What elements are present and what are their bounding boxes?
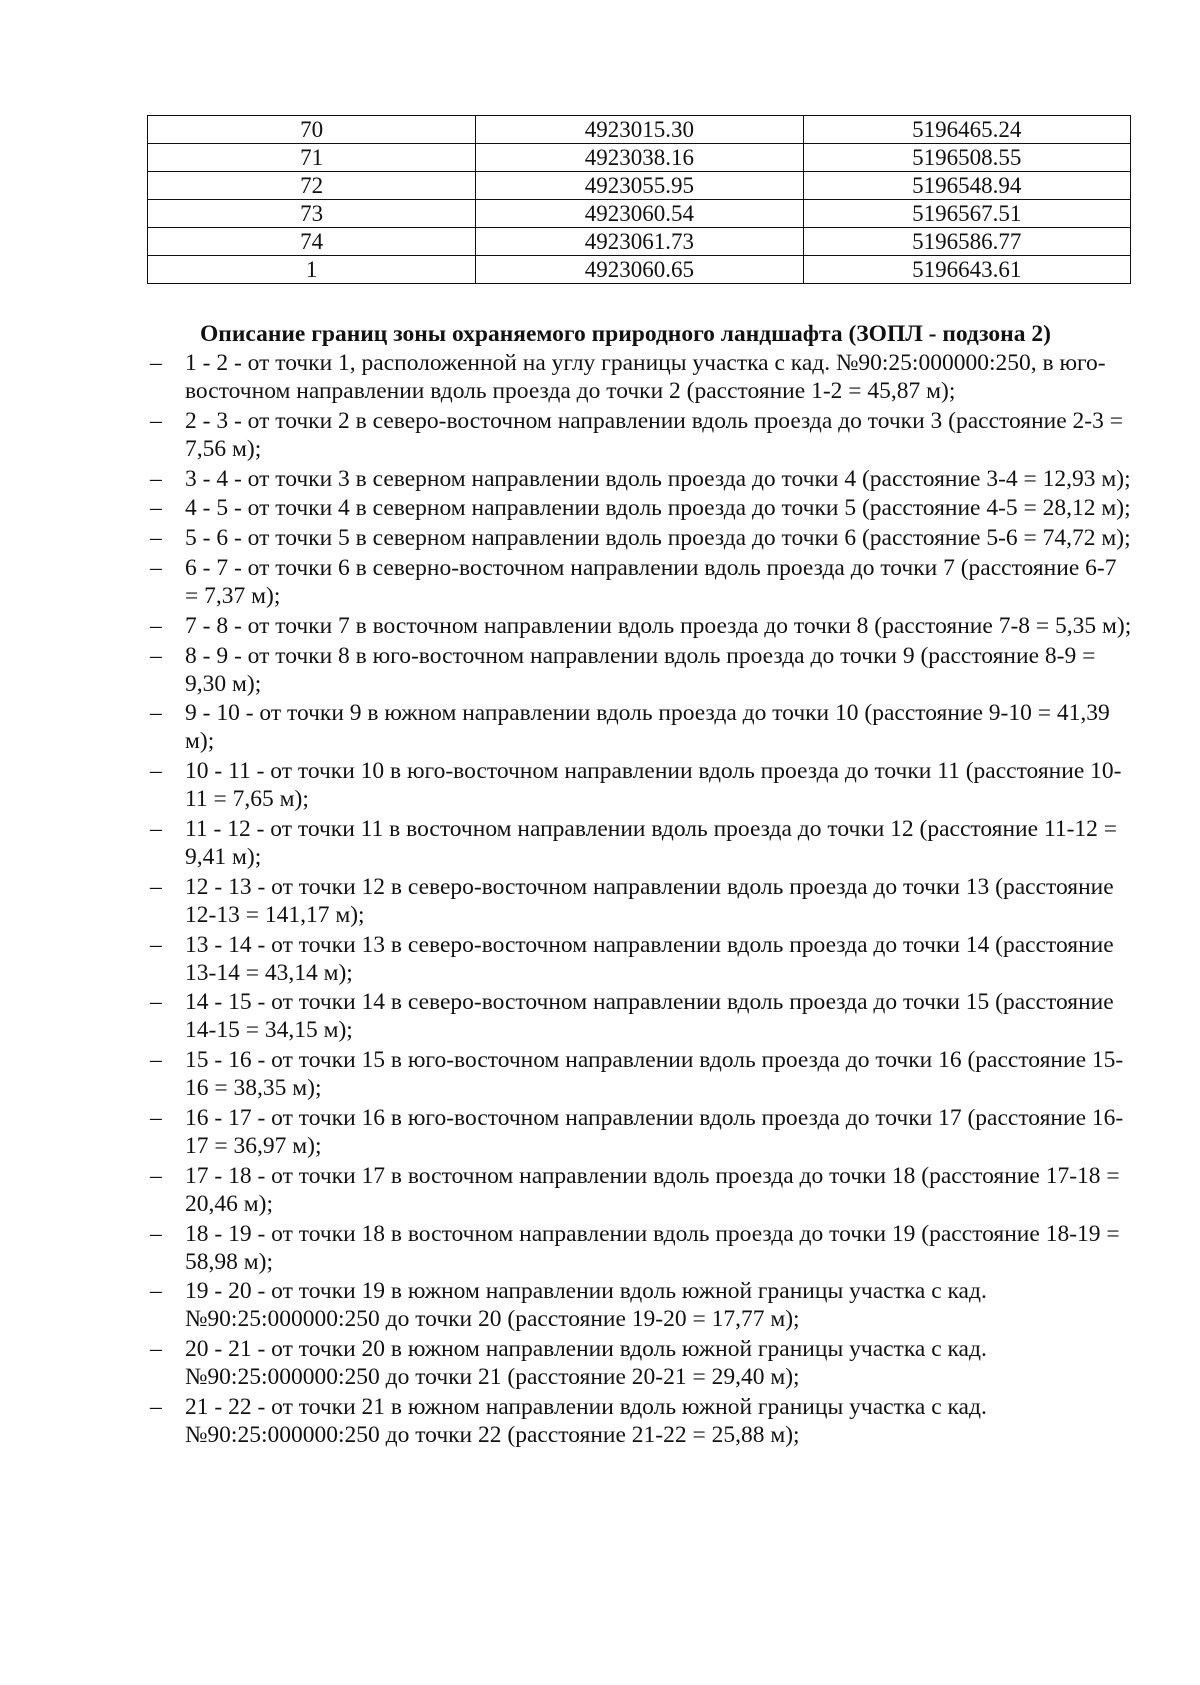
y-coordinate-cell: 5196643.61	[803, 256, 1130, 284]
dash-bullet: –	[150, 931, 162, 958]
list-item	[0, 554, 1135, 610]
x-coordinate-cell: 4923061.73	[476, 228, 803, 256]
list-item	[0, 642, 1135, 698]
list-item	[0, 1220, 1135, 1276]
list-item	[0, 815, 1135, 871]
list-item-text: 10 - 11 - от точки 10 в юго-восточном направлении вдоль проезда до точки 11 (расстояние 10-11 = 7,65 м);	[185, 758, 1122, 813]
list-item-text: 1 - 2 - от точки 1, расположенной на углу границы участка с кад. №90:25:000000:250, в юго-восточном направлении вдоль проезда до точки 2 (расстояние 1-2 = 45,87 м);	[185, 350, 1106, 404]
list-item-text: 8 - 9 - от точки 8 в юго-восточном направлении вдоль проезда до точки 9 (расстояние 8-9 = 9,30 м);	[185, 642, 1096, 697]
list-item	[0, 349, 1135, 405]
dash-bullet: –	[150, 1220, 162, 1247]
list-item	[0, 757, 1135, 813]
list-item-text: 5 - 6 - от точки 5 в северном направлении вдоль проезда до точки 6 (расстояние 5-6 = 74,72 м);	[185, 525, 1131, 552]
list-item	[0, 1277, 1135, 1333]
list-item	[0, 407, 1135, 463]
list-item	[0, 524, 1135, 552]
list-item	[0, 1046, 1135, 1102]
point-number-cell: 70	[148, 116, 476, 144]
table-row	[148, 116, 1131, 144]
list-item-text: 13 - 14 - от точки 13 в северо-восточном направлении вдоль проезда до точки 14 (расстояние 13-14 = 43,14 м);	[185, 931, 1114, 986]
dash-bullet: –	[150, 758, 162, 785]
list-item-text: 6 - 7 - от точки 6 в северно-восточном направлении вдоль проезда до точки 7 (расстояние 6-7 = 7,37 м);	[185, 554, 1117, 609]
table-row	[148, 228, 1131, 256]
list-item	[0, 1104, 1135, 1160]
dash-bullet: –	[150, 465, 162, 492]
dash-bullet: –	[150, 873, 162, 900]
point-number-cell: 72	[148, 172, 476, 200]
list-item	[0, 931, 1135, 987]
list-item-text: 15 - 16 - от точки 15 в юго-восточном направлении вдоль проезда до точки 16 (расстояние 15-16 = 38,35 м);	[185, 1047, 1124, 1102]
point-number-cell: 1	[148, 256, 476, 284]
y-coordinate-cell: 5196586.77	[803, 228, 1130, 256]
list-item-text: 20 - 21 - от точки 20 в южном направлении вдоль южной границы участка с кад. №90:25:000000:250 до точки 21 (расстояние 20-21 = 29,40 м);	[185, 1336, 987, 1391]
list-item	[0, 1162, 1135, 1218]
list-item-text: 2 - 3 - от точки 2 в северо-восточном направлении вдоль проезда до точки 3 (расстояние 2-3 = 7,56 м);	[185, 407, 1124, 462]
dash-bullet: –	[150, 642, 162, 669]
list-item-text: 17 - 18 - от точки 17 в восточном направлении вдоль проезда до точки 18 (расстояние 17-18 = 20,46 м);	[185, 1162, 1120, 1217]
table-row	[148, 144, 1131, 172]
list-item	[0, 988, 1135, 1044]
list-item	[0, 873, 1135, 929]
list-item	[0, 1335, 1135, 1391]
x-coordinate-cell: 4923038.16	[476, 144, 803, 172]
dash-bullet: –	[150, 1278, 162, 1305]
dash-bullet: –	[150, 495, 162, 522]
boundary-description-list	[0, 349, 1200, 1451]
point-number-cell: 71	[148, 144, 476, 172]
dash-bullet: –	[150, 1047, 162, 1074]
list-item	[0, 1393, 1135, 1449]
x-coordinate-cell: 4923060.65	[476, 256, 803, 284]
x-coordinate-cell: 4923060.54	[476, 200, 803, 228]
dash-bullet: –	[150, 525, 162, 552]
dash-bullet: –	[150, 815, 162, 842]
y-coordinate-cell: 5196548.94	[803, 172, 1130, 200]
list-item-text: 14 - 15 - от точки 14 в северо-восточном направлении вдоль проезда до точки 15 (расстояние 14-15 = 34,15 м);	[185, 989, 1114, 1044]
table-row	[148, 172, 1131, 200]
x-coordinate-cell: 4923015.30	[476, 116, 803, 144]
list-item-text: 19 - 20 - от точки 19 в южном направлении вдоль южной границы участка с кад. №90:25:000000:250 до точки 20 (расстояние 19-20 = 17,77 м);	[185, 1278, 987, 1333]
y-coordinate-cell: 5196508.55	[803, 144, 1130, 172]
dash-bullet: –	[150, 612, 162, 639]
list-item-text: 21 - 22 - от точки 21 в южном направлении вдоль южной границы участка с кад. №90:25:000000:250 до точки 22 (расстояние 21-22 = 25,88 м);	[185, 1393, 987, 1448]
coordinates-table	[147, 115, 1131, 284]
list-item-text: 7 - 8 - от точки 7 в восточном направлении вдоль проезда до точки 8 (расстояние 7-8 = 5,35 м);	[185, 612, 1132, 639]
point-number-cell: 74	[148, 228, 476, 256]
list-item-text: 12 - 13 - от точки 12 в северо-восточном направлении вдоль проезда до точки 13 (расстояние 12-13 = 141,17 м);	[185, 873, 1114, 928]
list-item-text: 16 - 17 - от точки 16 в юго-восточном направлении вдоль проезда до точки 17 (расстояние 16-17 = 36,97 м);	[185, 1104, 1124, 1159]
dash-bullet: –	[150, 554, 162, 581]
table-row	[148, 256, 1131, 284]
list-item	[0, 494, 1135, 522]
dash-bullet: –	[150, 1162, 162, 1189]
dash-bullet: –	[150, 407, 162, 434]
dash-bullet: –	[150, 1104, 162, 1131]
y-coordinate-cell: 5196567.51	[803, 200, 1130, 228]
list-item-text: 4 - 5 - от точки 4 в северном направлении вдоль проезда до точки 5 (расстояние 4-5 = 28,12 м);	[185, 495, 1131, 522]
dash-bullet: –	[150, 1336, 162, 1363]
list-item	[0, 612, 1135, 640]
list-item-text: 18 - 19 - от точки 18 в восточном направлении вдоль проезда до точки 19 (расстояние 18-19 = 58,98 м);	[185, 1220, 1120, 1275]
dash-bullet: –	[150, 700, 162, 727]
list-item-text: 11 - 12 - от точки 11 в восточном направлении вдоль проезда до точки 12 (расстояние 11-12 = 9,41 м);	[185, 815, 1118, 870]
dash-bullet: –	[150, 350, 162, 376]
point-number-cell: 73	[148, 200, 476, 228]
table-row	[148, 200, 1131, 228]
list-item-text: 9 - 10 - от точки 9 в южном направлении вдоль проезда до точки 10 (расстояние 9-10 = 41,39 м);	[185, 700, 1110, 755]
list-item	[0, 699, 1135, 755]
dash-bullet: –	[150, 1393, 162, 1420]
section-heading: Описание границ зоны охраняемого природного ландшафта (ЗОПЛ - подзона 2)	[200, 321, 1051, 347]
list-item-text: 3 - 4 - от точки 3 в северном направлении вдоль проезда до точки 4 (расстояние 3-4 = 12,93 м);	[185, 465, 1131, 492]
y-coordinate-cell: 5196465.24	[803, 116, 1130, 144]
x-coordinate-cell: 4923055.95	[476, 172, 803, 200]
dash-bullet: –	[150, 989, 162, 1016]
list-item	[0, 465, 1135, 493]
